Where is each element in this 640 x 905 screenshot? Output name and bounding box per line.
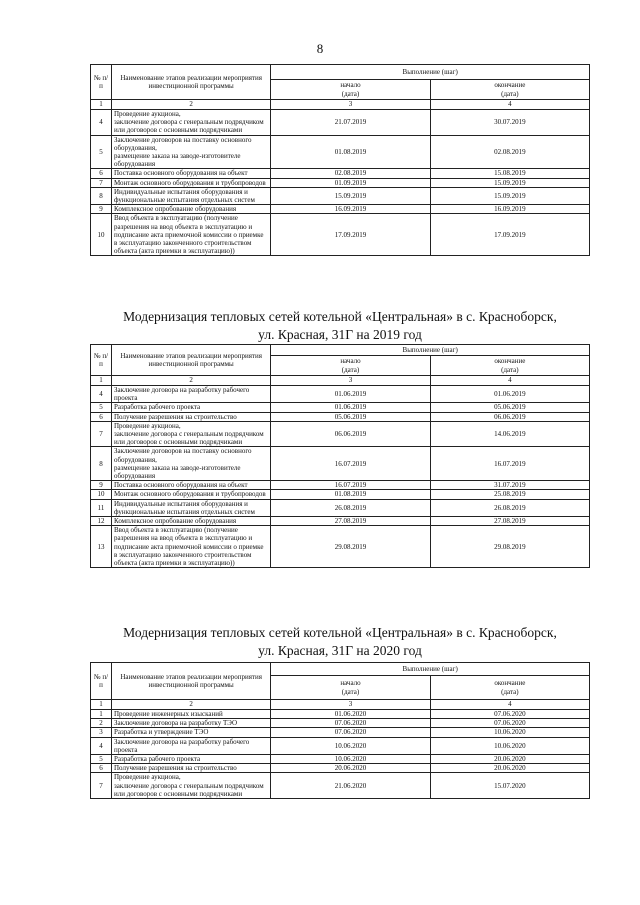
start-date: 20.06.2020 <box>271 764 430 773</box>
start-date: 10.06.2020 <box>271 737 430 754</box>
start-date: 07.06.2020 <box>271 728 430 737</box>
row-number: 10 <box>91 490 112 499</box>
header-end: окончание (дата) <box>430 356 589 376</box>
table-row <box>91 403 590 412</box>
stage-name: Индивидуальные испытания оборудования и функциональные испытания отдельных систем <box>112 187 271 204</box>
stage-name: Ввод объекта в эксплуатацию (получение разрешения на ввод объекта в эксплуатацию и подписание акта приемочной комиссии о приемке в эксплуатацию законченного строительством объекта (акта приемки в эксплуатацию)) <box>112 526 271 568</box>
end-date: 29.08.2019 <box>430 526 589 568</box>
stage-name: Поставка основного оборудования на объект <box>112 169 271 178</box>
end-date: 02.08.2019 <box>430 135 589 169</box>
header-num: № п/п <box>91 65 112 100</box>
end-date: 16.09.2019 <box>430 205 589 214</box>
end-date: 07.06.2020 <box>430 719 589 728</box>
table-row <box>91 447 590 481</box>
row-number: 9 <box>91 205 112 214</box>
table-row <box>91 421 590 447</box>
end-date: 05.06.2019 <box>430 403 589 412</box>
stage-name: Комплексное опробование оборудования <box>112 205 271 214</box>
stage-name: Заключение договора на разработку ТЭО <box>112 719 271 728</box>
stage-name: Заключение договора на разработку рабочего проекта <box>112 737 271 754</box>
start-date: 21.06.2020 <box>271 773 430 799</box>
start-date: 01.09.2019 <box>271 178 430 187</box>
header-execution: Выполнение (шаг) <box>271 65 590 80</box>
start-date: 15.09.2019 <box>271 187 430 204</box>
row-number: 10 <box>91 214 112 256</box>
start-date: 16.07.2019 <box>271 447 430 481</box>
stage-name: Поставка основного оборудования на объект <box>112 481 271 490</box>
page-number: 8 <box>316 41 324 56</box>
column-index: 3 <box>271 376 430 386</box>
column-index: 3 <box>271 700 430 710</box>
header-start: начало (дата) <box>271 356 430 376</box>
end-date: 10.06.2020 <box>430 728 589 737</box>
row-number: 6 <box>91 412 112 421</box>
row-number: 6 <box>91 169 112 178</box>
header-end: окончание (дата) <box>430 80 589 100</box>
header-end: окончание (дата) <box>430 676 589 700</box>
start-date: 01.06.2019 <box>271 403 430 412</box>
end-date: 20.06.2020 <box>430 755 589 764</box>
column-index: 4 <box>430 376 589 386</box>
row-number: 11 <box>91 499 112 516</box>
stage-name: Разработка и утверждение ТЭО <box>112 728 271 737</box>
end-date: 27.08.2019 <box>430 517 589 526</box>
column-index: 2 <box>112 376 271 386</box>
row-number: 8 <box>91 187 112 204</box>
end-date: 26.08.2019 <box>430 499 589 516</box>
stage-name: Получение разрешения на строительство <box>112 412 271 421</box>
end-date: 25.08.2019 <box>430 490 589 499</box>
row-number: 5 <box>91 403 112 412</box>
table-row <box>91 719 590 728</box>
end-date: 31.07.2019 <box>430 481 589 490</box>
section-title-2019: Модернизация тепловых сетей котельной «Центральная» в с. Красноборск, ул. Красная, 31Г на 2019 год <box>123 309 557 342</box>
header-num: № п/п <box>91 345 112 376</box>
stage-name: Проведение аукциона, заключение договора с генеральным подрядчиком или договоров с основными подрядчиками <box>112 421 271 447</box>
column-index: 4 <box>430 700 589 710</box>
start-date: 05.06.2019 <box>271 412 430 421</box>
start-date: 01.06.2020 <box>271 710 430 719</box>
stage-name: Монтаж основного оборудования и трубопроводов <box>112 490 271 499</box>
row-number: 13 <box>91 526 112 568</box>
stage-name: Разработка рабочего проекта <box>112 755 271 764</box>
stage-name: Получение разрешения на строительство <box>112 764 271 773</box>
end-date: 15.09.2019 <box>430 178 589 187</box>
end-date: 15.07.2020 <box>430 773 589 799</box>
table-row <box>91 490 590 499</box>
end-date: 20.06.2020 <box>430 764 589 773</box>
stage-name: Индивидуальные испытания оборудования и функциональные испытания отдельных систем <box>112 499 271 516</box>
table-row <box>91 187 590 204</box>
table-row <box>91 178 590 187</box>
table-row <box>91 135 590 169</box>
start-date: 16.09.2019 <box>271 205 430 214</box>
row-number: 9 <box>91 481 112 490</box>
row-number: 5 <box>91 135 112 169</box>
end-date: 16.07.2019 <box>430 447 589 481</box>
header-stage-name: Наименование этапов реализации мероприятия инвестиционной программы <box>112 65 271 100</box>
column-index: 1 <box>91 700 112 710</box>
end-date: 01.06.2019 <box>430 386 589 403</box>
end-date: 06.06.2019 <box>430 412 589 421</box>
start-date: 27.08.2019 <box>271 517 430 526</box>
header-start: начало (дата) <box>271 676 430 700</box>
stages-table-1 <box>90 64 590 256</box>
end-date: 15.09.2019 <box>430 187 589 204</box>
table-row <box>91 481 590 490</box>
row-number: 7 <box>91 773 112 799</box>
row-number: 1 <box>91 710 112 719</box>
column-index: 1 <box>91 100 112 110</box>
end-date: 14.06.2019 <box>430 421 589 447</box>
start-date: 01.08.2019 <box>271 135 430 169</box>
header-execution: Выполнение (шаг) <box>271 345 590 356</box>
start-date: 26.08.2019 <box>271 499 430 516</box>
table-row <box>91 710 590 719</box>
end-date: 07.06.2020 <box>430 710 589 719</box>
start-date: 21.07.2019 <box>271 110 430 136</box>
table-row <box>91 110 590 136</box>
start-date: 16.07.2019 <box>271 481 430 490</box>
table-row <box>91 755 590 764</box>
start-date: 01.06.2019 <box>271 386 430 403</box>
end-date: 10.06.2020 <box>430 737 589 754</box>
table-row <box>91 499 590 516</box>
stage-name: Ввод объекта в эксплуатацию (получение разрешения на ввод объекта в эксплуатацию и подписание акта приемочной комиссии о приемке в эксплуатацию законченного строительством объекта (акта приемки в эксплуатацию)) <box>112 214 271 256</box>
stage-name: Комплексное опробование оборудования <box>112 517 271 526</box>
start-date: 06.06.2019 <box>271 421 430 447</box>
header-stage-name: Наименование этапов реализации мероприятия инвестиционной программы <box>112 345 271 376</box>
row-number: 5 <box>91 755 112 764</box>
column-index: 4 <box>430 100 589 110</box>
stage-name: Монтаж основного оборудования и трубопроводов <box>112 178 271 187</box>
column-index: 1 <box>91 376 112 386</box>
header-num: № п/п <box>91 663 112 700</box>
start-date: 10.06.2020 <box>271 755 430 764</box>
stage-name: Проведение аукциона, заключение договора с генеральным подрядчиком или договоров с основными подрядчиками <box>112 773 271 799</box>
row-number: 4 <box>91 737 112 754</box>
start-date: 07.06.2020 <box>271 719 430 728</box>
end-date: 15.08.2019 <box>430 169 589 178</box>
row-number: 7 <box>91 421 112 447</box>
header-stage-name: Наименование этапов реализации мероприятия инвестиционной программы <box>112 663 271 700</box>
start-date: 29.08.2019 <box>271 526 430 568</box>
stage-name: Заключение договоров на поставку основного оборудования, размещение заказа на заводе-изготовителе оборудования <box>112 135 271 169</box>
column-index: 3 <box>271 100 430 110</box>
table-row <box>91 737 590 754</box>
column-index: 2 <box>112 700 271 710</box>
end-date: 17.09.2019 <box>430 214 589 256</box>
stages-table-2 <box>90 344 590 568</box>
stage-name: Заключение договора на разработку рабочего проекта <box>112 386 271 403</box>
row-number: 6 <box>91 764 112 773</box>
row-number: 2 <box>91 719 112 728</box>
table-row <box>91 386 590 403</box>
table-row <box>91 526 590 568</box>
stage-name: Проведение аукциона, заключение договора с генеральным подрядчиком или договоров с основными подрядчиками <box>112 110 271 136</box>
stage-name: Заключение договоров на поставку основного оборудования, размещение заказа на заводе-изготовителе оборудования <box>112 447 271 481</box>
row-number: 8 <box>91 447 112 481</box>
table-row <box>91 517 590 526</box>
table-row <box>91 728 590 737</box>
stage-name: Разработка рабочего проекта <box>112 403 271 412</box>
row-number: 4 <box>91 386 112 403</box>
start-date: 01.08.2019 <box>271 490 430 499</box>
row-number: 4 <box>91 110 112 136</box>
table-row <box>91 214 590 256</box>
start-date: 02.08.2019 <box>271 169 430 178</box>
table-row <box>91 773 590 799</box>
table-row <box>91 169 590 178</box>
header-execution: Выполнение (шаг) <box>271 663 590 676</box>
table-row <box>91 764 590 773</box>
section-title-2020: Модернизация тепловых сетей котельной «Центральная» в с. Красноборск, ул. Красная, 31Г на 2020 год <box>123 625 557 658</box>
stage-name: Проведение инженерных изысканий <box>112 710 271 719</box>
row-number: 3 <box>91 728 112 737</box>
stages-table-3 <box>90 662 590 799</box>
row-number: 12 <box>91 517 112 526</box>
row-number: 7 <box>91 178 112 187</box>
start-date: 17.09.2019 <box>271 214 430 256</box>
end-date: 30.07.2019 <box>430 110 589 136</box>
table-row <box>91 412 590 421</box>
column-index: 2 <box>112 100 271 110</box>
table-row <box>91 205 590 214</box>
header-start: начало (дата) <box>271 80 430 100</box>
